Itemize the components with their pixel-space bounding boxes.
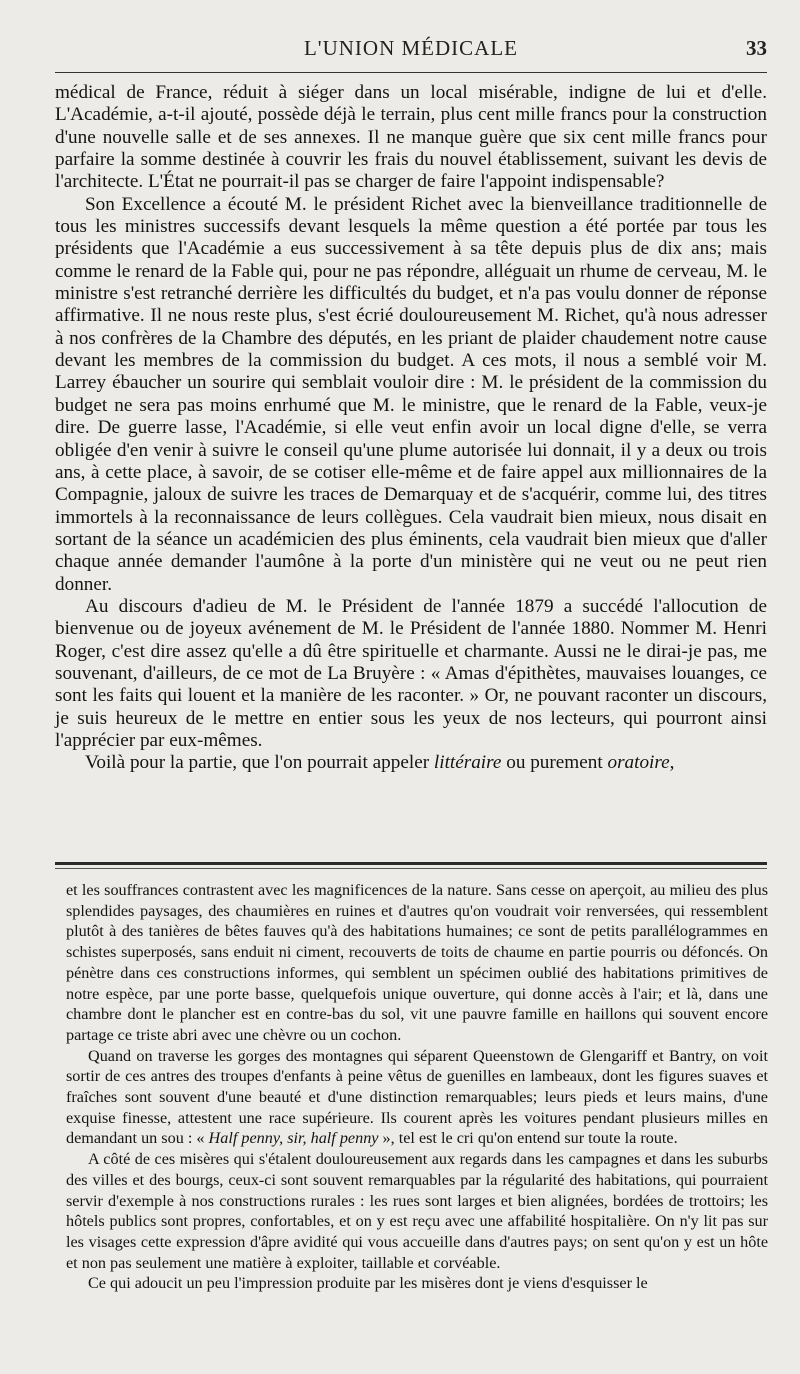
italic-text: oratoire <box>607 752 670 774</box>
footnote-separator <box>55 862 767 869</box>
text-run: », tel est le cri qu'on entend sur toute la route. <box>378 1129 678 1148</box>
footnote-paragraph: et les souffrances contrastent avec les magnificences de la nature. Sans cesse on aperçoit, au milieu des plus splendides paysages, des chaumières en ruines et d'autres qu'on voudrait voir renversées, qui ressemblent plutôt à des tanières de bêtes fauves qu'à des habitations humaines; ce sont de petits parallélogrammes en schistes superposés, sans enduit ni ciment, recouverts de toits de chaume en partie pourris ou défoncés. On pénètre dans ces constructions informes, qui semblent un spécimen oublié des habitations primitives de notre espèce, par une porte basse, quelquefois unique ouverture, qui donne accès à l'air; et là, dans une chambre dont le plancher est en contre-bas du sol, vit une pauvre famille en haillons qui souvent encore partage ce triste abri avec une chèvre ou un cochon. <box>66 881 768 1044</box>
running-title: L'UNION MÉDICALE <box>303 36 518 60</box>
footnote-paragraph <box>66 1046 768 1150</box>
paragraph: Au discours d'adieu de M. le Président de l'année 1879 a succédé l'allocution de bienvenue ou de joyeux avénement de M. le Président de l'année 1880. Nommer M. Henri Roger, c'est dire assez qu'elle a dû être spirituelle et charmante. Aussi ne le dirai-je pas, me souvenant, d'ailleurs, de ce mot de La Bruyère : « Amas d'épithètes, mauvaises louanges, ce sont les faits qui louent et la manière de les raconter. » Or, ne pouvant raconter un discours, je suis heureux de le mettre en entier sous les yeux de nos lecteurs, qui pourront ainsi l'apprécier par eux-mêmes. <box>55 595 767 751</box>
italic-text: Half penny, sir, half penny <box>208 1129 379 1148</box>
footnote-paragraph: A côté de ces misères qui s'étalent douloureusement aux regards dans les campagnes et dans les suburbs des villes et des bourgs, ceux-ci sont souvent remarquables par la régularité des habitations, qui pourraient servir d'exemple à nos constructions rurales : les rues sont larges et bien alignées, bordées de trottoirs; les hôtels publics sont propres, confortables, et on y est reçu avec une affabilité hospitalière. On n'y lit pas sur les visages cette expression d'âpre avidité qui vous accueille dans d'autres pays; on sent qu'on y est un hôte et non pas seulement une matière à exploiter, taillable et corvéable. <box>66 1150 768 1272</box>
separator-thick-rule <box>55 862 767 865</box>
page-header <box>55 36 767 66</box>
main-text <box>55 82 767 775</box>
text-run: ou purement <box>501 752 608 774</box>
header-rule <box>55 72 767 73</box>
separator-thin-rule <box>55 868 767 869</box>
text-run: Quand on traverse les gorges des montagnes qui séparent Queenstown de Glengariff et Bantry, on voit sortir de ces antres des troupes d'enfants à peine vêtus de guenilles en lambeaux, dont les figures suaves et fraîches sont souvent d'une beauté et d'une distinction remarquables; leurs pieds et leurs mains, d'une exquise finesse, attestent une race supérieure. Ils courent après les voitures pendant plusieurs milles en demandant un sou : « <box>66 1046 768 1148</box>
italic-text: littéraire <box>433 752 502 774</box>
footnote-paragraph: Ce qui adoucit un peu l'impression produite par les misères dont je viens d'esquisser le <box>88 1274 648 1293</box>
paragraph: médical de France, réduit à siéger dans un local misérable, indigne de lui et d'elle. L'Académie, a-t-il ajouté, possède déjà le terrain, plus cent mille francs pour la construction d'une nouvelle salle et de ses annexes. Il ne manque guère que six cent mille francs pour parfaire la somme destinée à couvrir les frais du nouvel établissement, suivant les devis de l'architecte. L'État ne pourrait-il pas se charger de faire l'appoint indispensable? <box>55 82 767 193</box>
page-number: 33 <box>746 36 767 60</box>
paragraph: Son Excellence a écouté M. le président Richet avec la bienveillance traditionnelle de tous les ministres successifs devant lesquels la même question a été portée par tous les présidents que l'Académie a eus successivement à sa tête depuis plus de dix ans; mais comme le renard de la Fable qui, pour ne pas répondre, alléguait un rhume de cerveau, M. le ministre s'est retranché derrière les difficultés du budget, et n'a pas voulu donner de réponse affirmative. Il ne nous reste plus, s'est écrié douloureusement M. Richet, qu'à nous adresser à nos confrères de la Chambre des députés, en les priant de plaider chaudement notre cause devant les membres de la commission du budget. A ces mots, il nous a semblé voir M. Larrey ébaucher un sourire qui semblait vouloir dire : M. le président de la commission du budget ne sera pas moins enrhumé que M. le ministre, que le renard de la Fable, veux-je dire. De guerre lasse, l'Académie, si elle veut enfin avoir un local digne d'elle, se verra obligée d'en venir à suivre le conseil qu'une plume autorisée lui donnait, il y a deux ou trois ans, à cette place, à savoir, de se cotiser elle-même et de faire appel aux millionnaires de la Compagnie, jaloux de suivre les traces de Demarquay et de s'acquérir, comme lui, des titres immortels à la reconnaissance de leurs collègues. Cela vaudrait bien mieux, nous disait en sortant de la séance un académicien des plus éminents, cela vaudrait bien mieux que d'aller chaque année demander l'aumône à la porte d'un ministère qui ne veut ou ne peut rien donner. <box>55 193 767 595</box>
text-run: Voilà pour la partie, que l'on pourrait appeler <box>85 752 434 774</box>
paragraph <box>55 752 767 774</box>
footnote <box>66 880 768 1294</box>
text-run: , <box>669 752 675 774</box>
